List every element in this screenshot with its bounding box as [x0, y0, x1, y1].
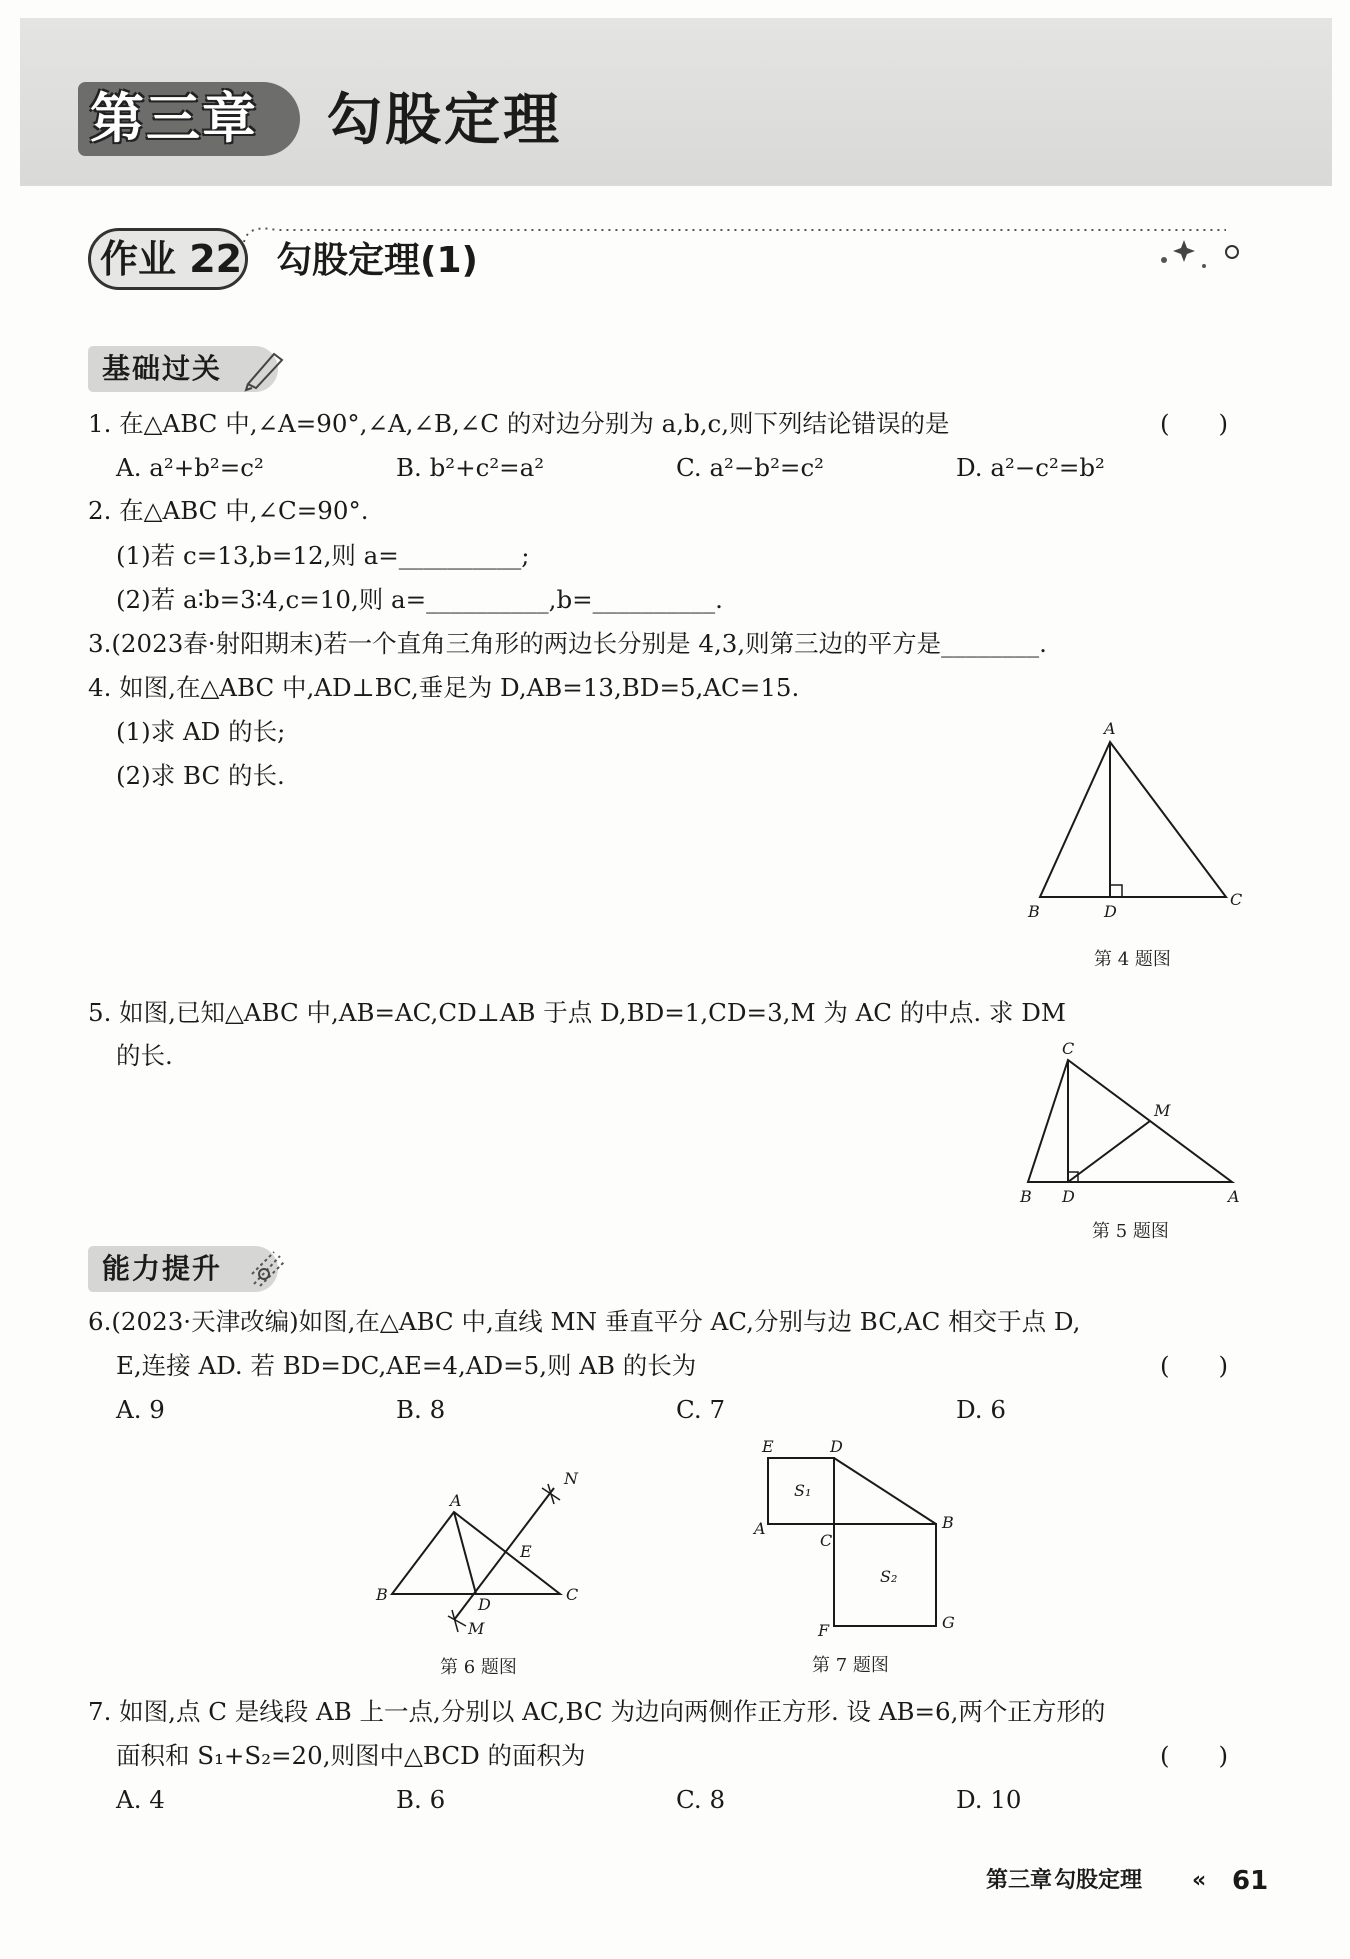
q6-label-e: E [520, 1542, 532, 1561]
page-number: 61 [1232, 1866, 1269, 1896]
chapter-title: 勾股定理 [326, 88, 562, 153]
header-dotted-decoration [236, 218, 1266, 268]
chapter-label: 第三章 [90, 87, 258, 150]
homework-label: 作业 22 [100, 237, 243, 281]
q5-stem-line1: 5. 如图,已知△ABC 中,AB=AC,CD⊥AB 于点 D,BD=1,CD=3,M 为 AC 的中点. 求 DM [88, 998, 1066, 1027]
q6-option-d: D. 6 [956, 1395, 1006, 1424]
q4-stem: 4. 如图,在△ABC 中,AD⊥BC,垂足为 D,AB=13,BD=5,AC=15. [88, 673, 800, 702]
q4-label-d: D [1104, 902, 1117, 921]
q5-label-b: B [1020, 1187, 1032, 1206]
q4-label-a: A [1104, 719, 1116, 738]
q7-label-b: B [942, 1513, 954, 1532]
q5-triangle-figure [1014, 1040, 1254, 1210]
q7-option-c: C. 8 [676, 1785, 726, 1814]
q7-label-e: E [762, 1437, 774, 1456]
q1-option-b: B. b²+c²=a² [396, 453, 545, 482]
footer-chevron-icon: « [1192, 1868, 1207, 1893]
q6-label-c: C [566, 1585, 579, 1604]
q5-label-c: C [1062, 1040, 1075, 1058]
q6-triangle-figure [364, 1460, 604, 1645]
homework-title: 勾股定理(1) [276, 240, 478, 281]
q7-caption: 第 7 题图 [812, 1655, 889, 1676]
q6-stem-line1: 6.(2023·天津改编)如图,在△ABC 中,直线 MN 垂直平分 AC,分别与边 BC,AC 相交于点 D, [88, 1307, 1081, 1336]
q7-answer-blank: ( ) [1160, 1741, 1229, 1770]
q5-caption: 第 5 题图 [1092, 1221, 1169, 1242]
q7-label-g: G [942, 1613, 955, 1632]
q7-label-c: C [820, 1531, 833, 1550]
q1-option-a: A. a²+b²=c² [116, 453, 264, 482]
q7-label-s2: S₂ [880, 1567, 898, 1586]
q4-part2: (2)求 BC 的长. [116, 761, 285, 790]
q7-stem-line2: 面积和 S₁+S₂=20,则图中△BCD 的面积为 [116, 1741, 586, 1770]
q6-option-c: C. 7 [676, 1395, 726, 1424]
q2-stem: 2. 在△ABC 中,∠C=90°. [88, 496, 369, 525]
section-advanced-tag: 能力提升 [88, 1246, 278, 1292]
q7-label-a: A [754, 1519, 766, 1538]
q6-option-a: A. 9 [116, 1395, 165, 1424]
pencil-icon [240, 346, 290, 392]
q7-squares-figure [748, 1436, 978, 1636]
q3-stem: 3.(2023春·射阳期末)若一个直角三角形的两边长分别是 4,3,则第三边的平方是________. [88, 629, 1047, 658]
q4-label-c: C [1230, 890, 1243, 909]
q5-label-m: M [1154, 1101, 1171, 1120]
q7-label-d: D [830, 1437, 843, 1456]
q4-caption: 第 4 题图 [1094, 949, 1171, 970]
q4-triangle-figure [1020, 712, 1260, 922]
q6-stem-line2: E,连接 AD. 若 BD=DC,AE=4,AD=5,则 AB 的长为 [116, 1351, 697, 1380]
q7-option-b: B. 6 [396, 1785, 446, 1814]
q6-label-m: M [468, 1619, 485, 1638]
q6-label-n: N [564, 1469, 578, 1488]
q7-label-s1: S₁ [794, 1481, 812, 1500]
q5-stem-line2: 的长. [116, 1041, 173, 1070]
footer-chapter: 第三章 [986, 1868, 1053, 1893]
q1-stem: 1. 在△ABC 中,∠A=90°,∠A,∠B,∠C 的对边分别为 a,b,c,则下列结论错误的是 [88, 409, 950, 438]
q1-option-c: C. a²−b²=c² [676, 453, 824, 482]
q6-option-b: B. 8 [396, 1395, 446, 1424]
q5-label-a: A [1228, 1187, 1240, 1206]
q4-part1: (1)求 AD 的长; [116, 717, 286, 746]
q6-answer-blank: ( ) [1160, 1351, 1229, 1380]
q6-label-d: D [478, 1595, 491, 1614]
q6-label-a: A [450, 1491, 462, 1510]
q6-label-b: B [376, 1585, 388, 1604]
q1-answer-blank: ( ) [1160, 409, 1229, 438]
section-basic-tag: 基础过关 [88, 346, 278, 392]
q7-option-d: D. 10 [956, 1785, 1022, 1814]
q2-part1: (1)若 c=13,b=12,则 a=__________; [116, 541, 530, 570]
q1-option-d: D. a²−c²=b² [956, 453, 1105, 482]
q6-caption: 第 6 题图 [440, 1657, 517, 1678]
q7-label-f: F [818, 1621, 830, 1636]
rocket-icon [244, 1244, 294, 1294]
q2-part2: (2)若 a∶b=3∶4,c=10,则 a=__________,b=__________. [116, 585, 723, 614]
q7-option-a: A. 4 [116, 1785, 165, 1814]
q4-label-b: B [1028, 902, 1040, 921]
q5-label-d: D [1062, 1187, 1075, 1206]
q7-stem-line1: 7. 如图,点 C 是线段 AB 上一点,分别以 AC,BC 为边向两侧作正方形. 设 AB=6,两个正方形的 [88, 1697, 1106, 1726]
footer-title: 勾股定理 [1054, 1868, 1143, 1893]
